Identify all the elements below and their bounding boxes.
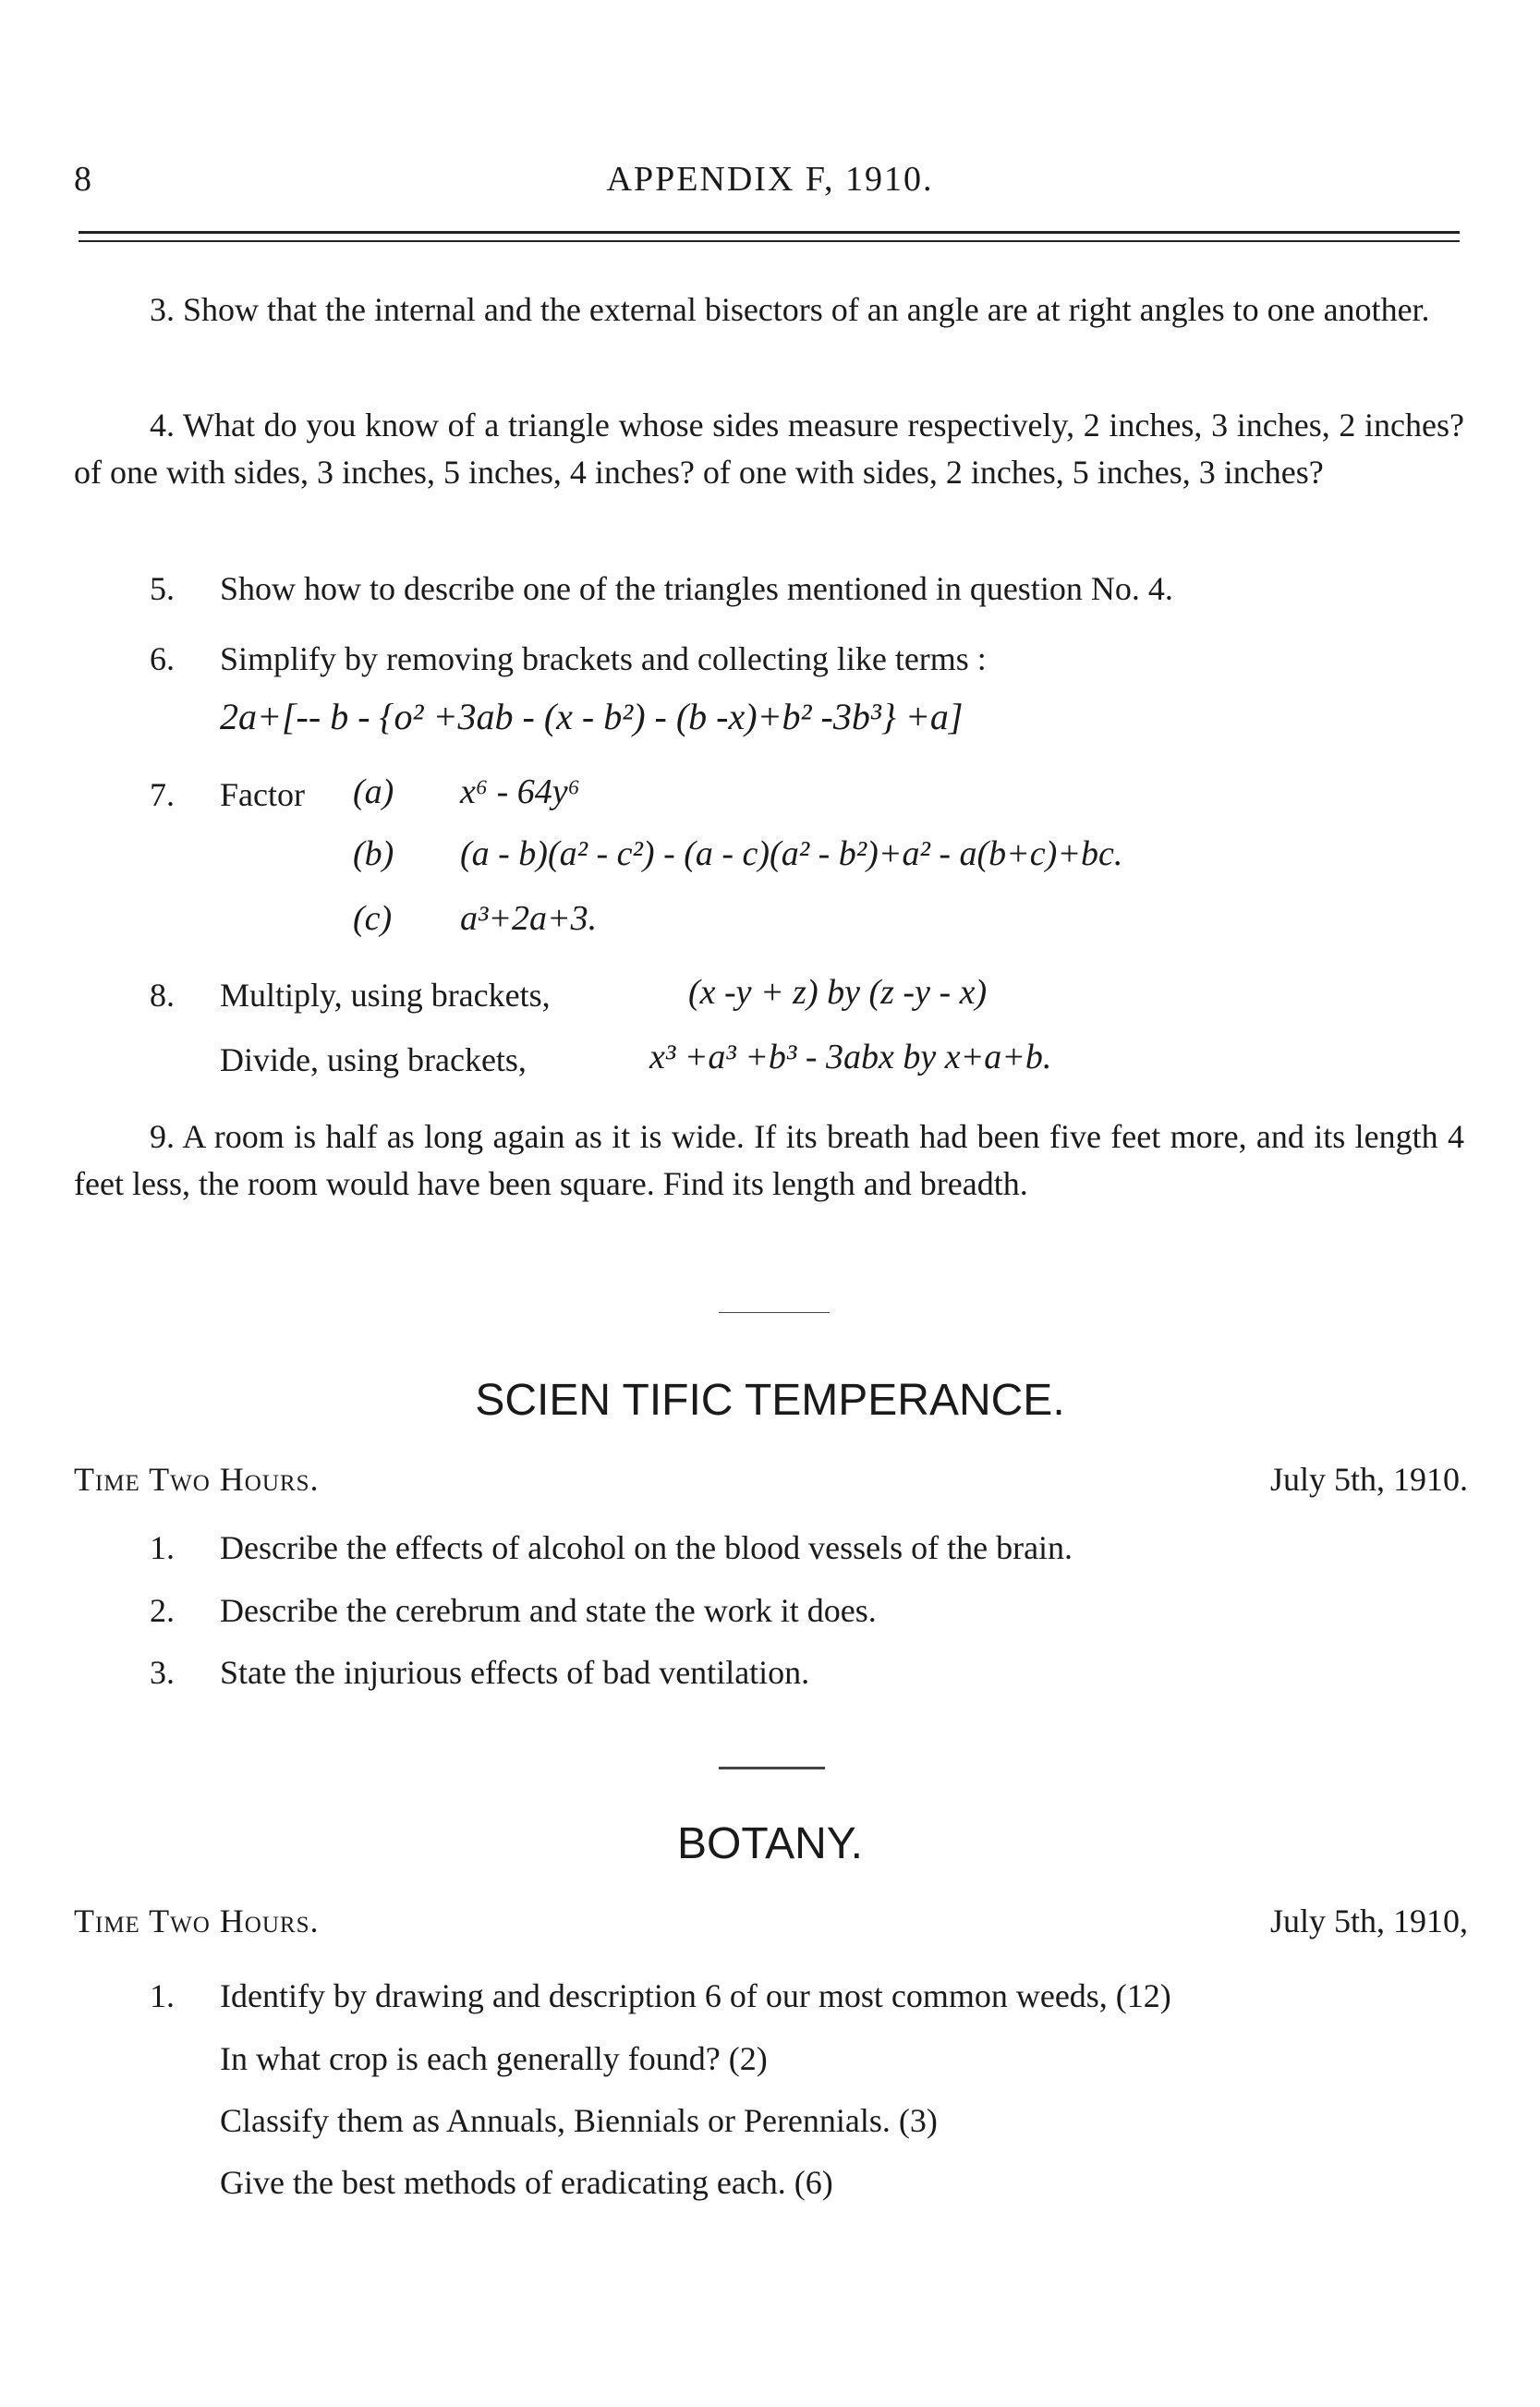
question-number: 8. xyxy=(150,977,175,1014)
page-number: 8 xyxy=(74,160,91,199)
question-label: Factor xyxy=(220,776,305,813)
question-9: 9. A room is half as long again as it is wide. If its breath had been five feet more, and its length 4 feet less, the room would have been square. Find its length and breadth. xyxy=(74,1118,1464,1202)
item-text: Describe the cerebrum and state the work it does. xyxy=(220,1592,877,1629)
question-number: 5. xyxy=(150,570,175,607)
section-divider xyxy=(719,1767,825,1769)
question-text: Simplify by removing brackets and collecting like terms : xyxy=(220,640,987,677)
q7-part-c-letter: (c) xyxy=(353,899,393,938)
q7-part-b-letter: (b) xyxy=(353,834,394,873)
item-number: 2. xyxy=(150,1592,175,1629)
section-title-temperance: SCIEN TIFIC TEMPERANCE. xyxy=(475,1376,1065,1425)
item-number: 1. xyxy=(150,1529,175,1566)
question-3: 3. Show that the internal and the external bisectors of an angle are at right angles to one another. xyxy=(150,291,1430,328)
header-rule-thin xyxy=(79,240,1460,242)
item-text: State the injurious effects of bad ventilation. xyxy=(220,1654,810,1691)
item-number: 1. xyxy=(150,1977,175,2014)
botany-continuation-line: In what crop is each generally found? (2) xyxy=(220,2040,768,2077)
temperance-time: Time Two Hours. xyxy=(74,1461,320,1498)
q7-part-a-letter: (a) xyxy=(353,772,394,811)
q8-divide-text: Divide, using brackets, xyxy=(220,1041,527,1078)
botany-time: Time Two Hours. xyxy=(74,1903,320,1939)
q7-part-b-expression: (a - b)(a² - c²) - (a - c)(a² - b²)+a² - a(b+c)+bc. xyxy=(460,834,1123,873)
q7-part-a-expression: x⁶ - 64y⁶ xyxy=(460,772,580,811)
item-text: Describe the effects of alcohol on the blood vessels of the brain. xyxy=(220,1529,1073,1566)
page-header-title: APPENDIX F, 1910. xyxy=(606,160,934,199)
section-title-botany: BOTANY. xyxy=(677,1819,863,1868)
botany-continuation-line: Give the best methods of eradicating each. (6) xyxy=(220,2164,833,2201)
question-number: 6. xyxy=(150,640,175,677)
q8-multiply-expression: (x -y + z) by (z -y - x) xyxy=(688,973,988,1012)
question-text: Multiply, using brackets, xyxy=(220,977,551,1014)
q8-divide-expression: x³ +a³ +b³ - 3abx by x+a+b. xyxy=(649,1038,1052,1076)
q6-expression: 2a+[-- b - {o² +3ab - (x - b²) - (b -x)+b² -3b³} +a] xyxy=(220,696,964,737)
item-number: 3. xyxy=(150,1654,175,1691)
botany-continuation-line: Classify them as Annuals, Biennials or Perennials. (3) xyxy=(220,2102,938,2139)
section-divider xyxy=(719,1312,830,1313)
question-number: 7. xyxy=(150,776,175,813)
item-text: Identify by drawing and description 6 of our most common weeds, (12) xyxy=(220,1977,1171,2014)
temperance-date: July 5th, 1910. xyxy=(1269,1461,1468,1498)
question-4: 4. What do you know of a triangle whose sides measure respectively, 2 inches, 3 inches, 2 inches? of one with sides, 3 inches, 5 inches, 4 inches? of one with sides, 2 inches, 5 inches, 3 inches? xyxy=(74,407,1464,491)
question-text: Show how to describe one of the triangles mentioned in question No. 4. xyxy=(220,570,1173,607)
header-rule-thick xyxy=(79,231,1460,234)
botany-date: July 5th, 1910, xyxy=(1269,1903,1468,1939)
q7-part-c-expression: a³+2a+3. xyxy=(460,899,598,938)
